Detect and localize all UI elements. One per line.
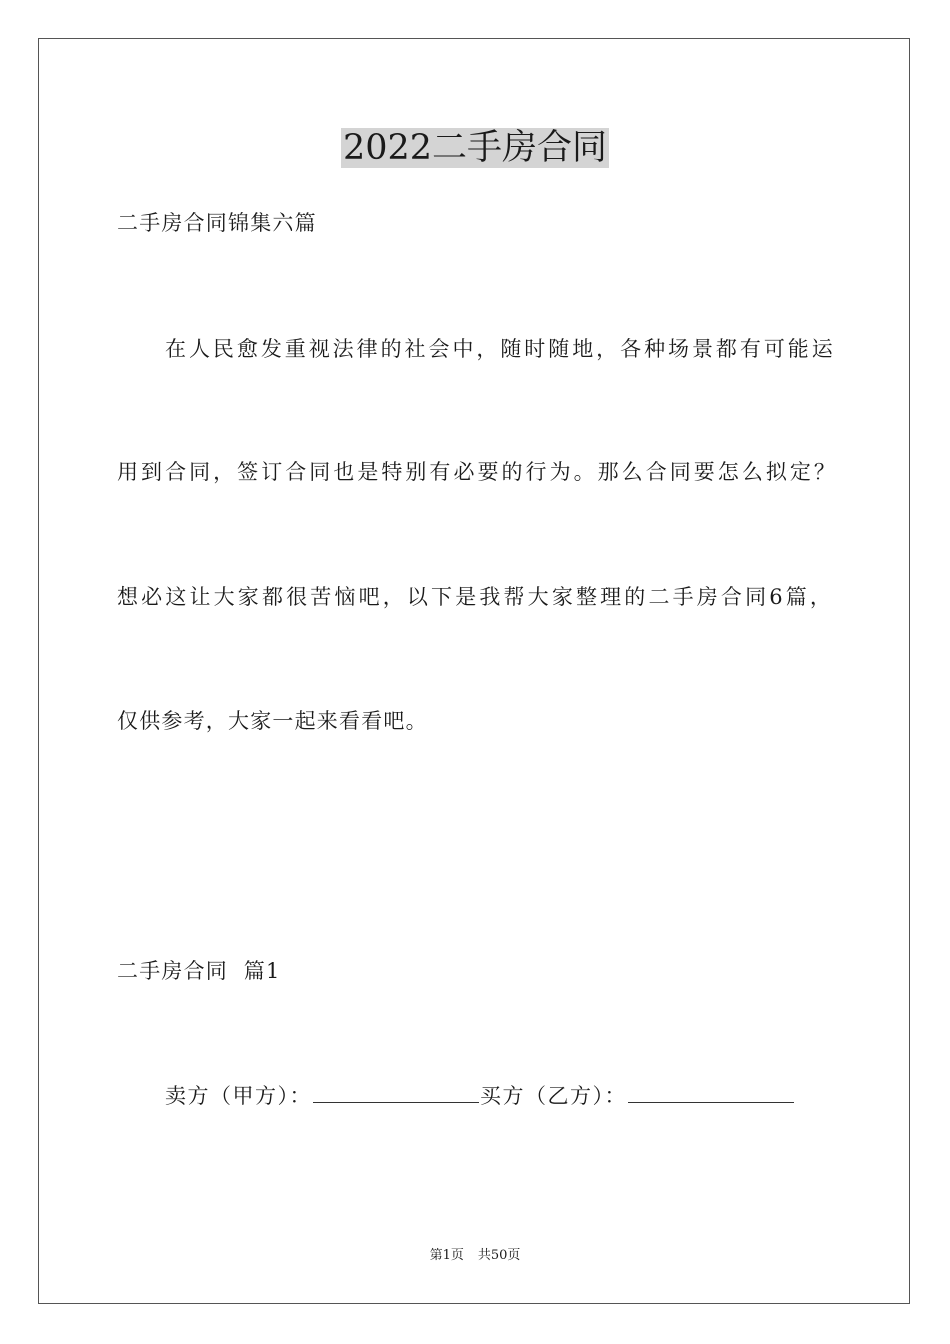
page-number-total: 共50页 — [477, 1248, 521, 1263]
intro-line-4: 仅供参考，大家一起来看看吧。 — [117, 709, 428, 733]
document-title-text: 2022二手房合同 — [342, 128, 608, 168]
buyer-label: 买方（乙方）： — [480, 1084, 627, 1108]
seller-label: 卖方（甲方）： — [165, 1084, 312, 1108]
party-fields — [165, 1080, 835, 1111]
intro-line-3: 想 必 这 让 大 家 都 很 苦 恼 吧 ， 以 下 是 我 帮 大 家 整 理 的 二 手 房 合 同 6 篇 ， — [117, 585, 831, 609]
seller-blank-field[interactable] — [313, 1080, 479, 1103]
page-footer — [0, 1246, 950, 1266]
page-number-current: 第1页 — [429, 1248, 464, 1263]
document-subtitle: 二手房合同锦集六篇 — [117, 211, 317, 235]
document-title — [0, 124, 950, 172]
section-heading: 二手房合同 篇1 — [117, 959, 281, 983]
buyer-blank-field[interactable] — [628, 1080, 794, 1103]
intro-line-1: 在 人 民 愈 发 重 视 法 律 的 社 会 中 ， 随 时 随 地 ， 各 种 场 景 都 有 可 能 运 — [165, 337, 833, 361]
intro-line-2: 用 到 合 同 ， 签 订 合 同 也 是 特 别 有 必 要 的 行 为 。 那 么 合 同 要 怎 么 拟 定 ？ — [117, 460, 835, 484]
